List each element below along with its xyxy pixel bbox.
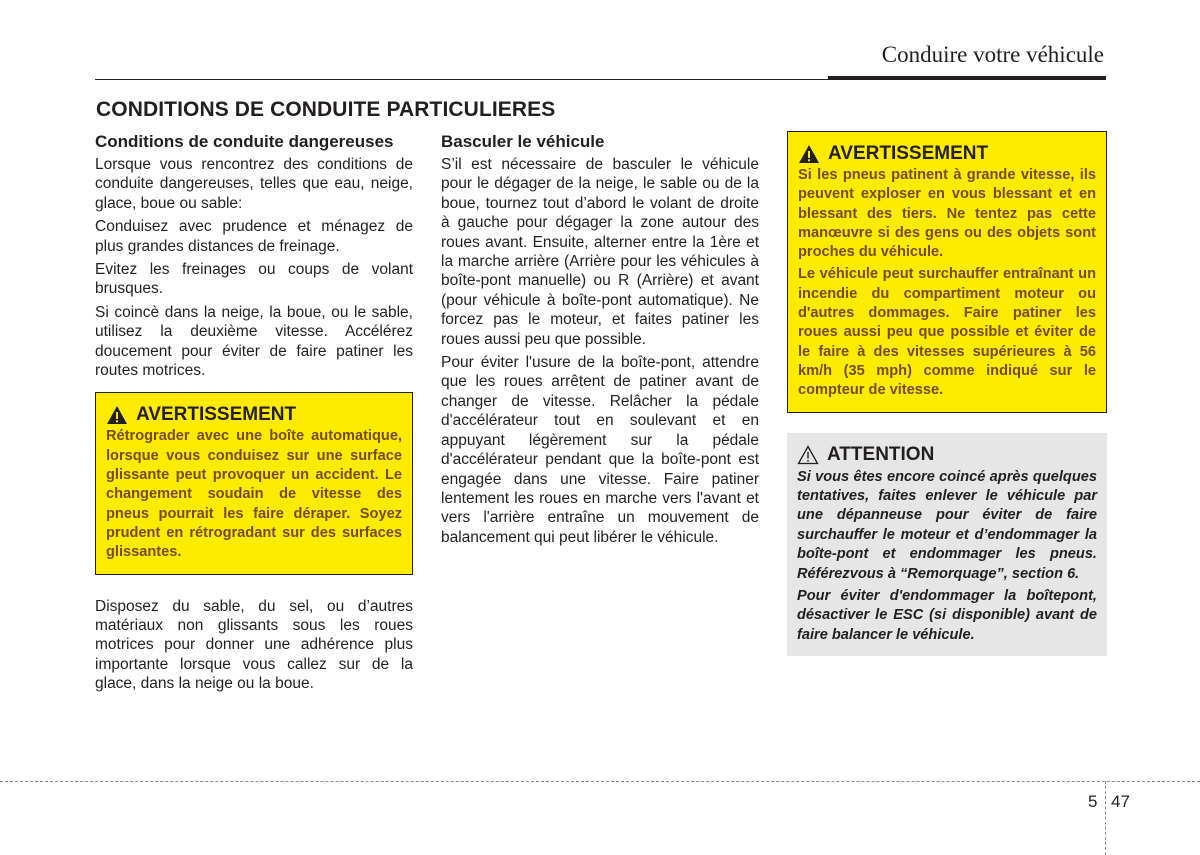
footer-dashed-rule — [0, 781, 1200, 782]
warning-triangle-icon — [798, 144, 820, 164]
paragraph: Evitez les freinages ou coups de volant brusques. — [95, 261, 413, 298]
warning-text: Si les pneus patinent à grande vitesse, ils peuvent exploser en vous blessant et en blessant des tiers. Ne tentez pas cette manœuvre si des gens ou des objets sont proches du véhicule. — [798, 167, 1096, 261]
warning-title: AVERTISSEMENT — [828, 143, 989, 164]
attention-text: Pour éviter d'endommager la boîtepont, désactiver le ESC (si disponible) avant de faire balancer le véhicule. — [797, 588, 1097, 643]
header-rule-thin — [95, 79, 828, 80]
attention-box — [787, 433, 1107, 657]
column-left — [95, 131, 413, 698]
attention-title: ATTENTION — [827, 443, 935, 465]
paragraph: Conduisez avec prudence et ménagez de plus grandes distances de freinage. — [95, 218, 413, 255]
paragraph: Disposez du sable, du sel, ou d’autres matériaux non glissants sous les roues motrices pour donner une adhérence plus importante lorsque vous callez sur de la glace, dans la neige ou la boue. — [95, 597, 413, 693]
warning-heading — [798, 143, 1096, 165]
paragraph: Pour éviter l'usure de la boîte-pont, attendre que les roues arrêtent de patiner avant de changer de vitesse. Relâcher la pédale d'accélérateur tout en soulevant et en appuyant légèrement sur la pédale d'accélérateur pendant que la boîte-pont est engagée dans une vitesse. Faire patiner lentement les roues en marche vers l'avant et vers l'arrière entraîne un mouvement de balancement qui peut libérer le véhicule. — [441, 354, 759, 546]
column-right — [787, 131, 1107, 656]
attention-text: Si vous êtes encore coincé après quelques tentatives, faites enlever le véhicule par une dépanneuse pour éviter de faire surchauffer le moteur et d’endommager la boîte-pont et endommager les pneus. Référezvous à “Remorquage”, section 6. — [797, 468, 1097, 582]
section-title: CONDITIONS DE CONDUITE PARTICULIERES — [96, 98, 556, 121]
warning-triangle-icon — [106, 405, 128, 425]
subheading-rocking-vehicle: Basculer le véhicule — [441, 132, 605, 151]
caution-triangle-icon — [797, 445, 819, 465]
column-middle — [441, 131, 759, 551]
paragraph: S’il est nécessaire de basculer le véhicule pour le dégager de la neige, le sable ou de la boue, tournez tout d’abord le volant de droite à gauche pour dégager la zone autour des roues avant. Ensuite, alterner entre la 1ère et la marche arrière (Arrière pour les véhicules à boîte-pont manuelle) ou R (Arrière) et avant (pour véhicule à boîte-pont automatique). Ne forcez pas le moteur, et faites patiner les roues aussi peu que possible. — [441, 156, 759, 348]
footer-dashed-divider — [1105, 781, 1106, 855]
header-title: Conduire votre véhicule — [881, 42, 1104, 67]
page-number: 47 — [1111, 792, 1130, 811]
paragraph: Si coincè dans la neige, la boue, ou le sable, utilisez la deuxième vitesse. Accélérez doucement pour éviter de faire patiner les routes motrices. — [95, 303, 413, 380]
warning-text: Rétrograder avec une boîte automatique, lorsque vous conduisez sur une surface glissante peut provoquer un accident. Le changement soudain de vitesse des pneus pourrait les faire déraper. Soyez prudent en rétrogradant sur des surfaces glissantes. — [106, 428, 402, 561]
header-rule-thick — [828, 76, 1106, 80]
warning-box-downshift — [95, 392, 413, 574]
warning-heading — [106, 404, 402, 426]
subheading-dangerous-conditions: Conditions de conduite dangereuses — [95, 132, 394, 151]
warning-text: Le véhicule peut surchauffer entraînant un incendie du compartiment moteur ou d'autres dommages. Faire patiner les roues aussi peu que possible et éviter de le faire à des vitesses supérieures à 56 km/h (35 mph) comme indiqué sur le compteur de vitesse. — [798, 266, 1096, 399]
warning-box-spinning-tires — [787, 131, 1107, 413]
warning-title: AVERTISSEMENT — [136, 404, 297, 426]
paragraph: Lorsque vous rencontrez des conditions de conduite dangereuses, telles que eau, neige, glace, boue ou sable: — [95, 156, 413, 212]
chapter-number: 5 — [1088, 792, 1098, 811]
attention-heading — [797, 444, 1097, 466]
